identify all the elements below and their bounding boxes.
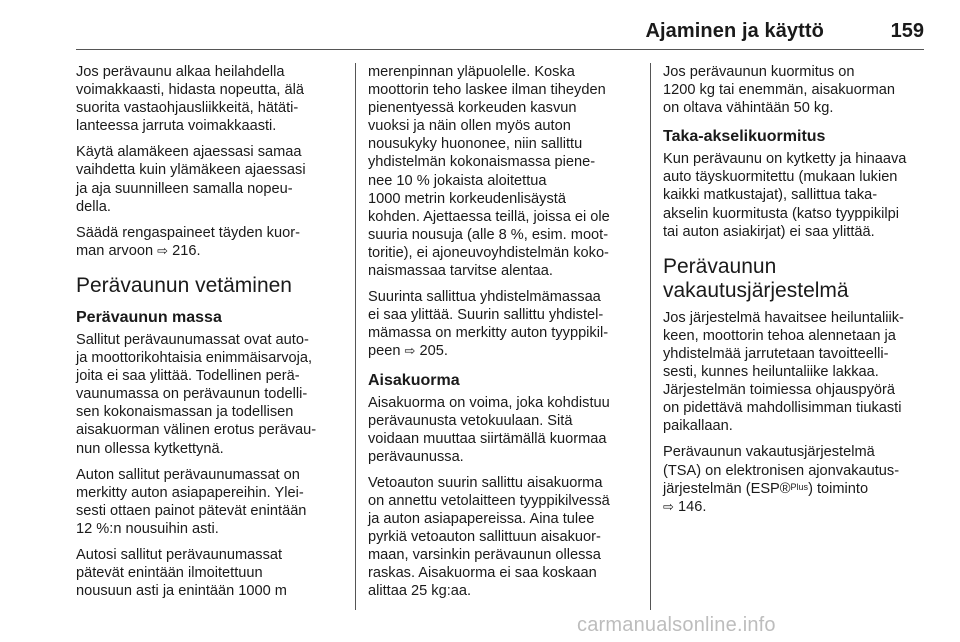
column-3 bbox=[663, 63, 933, 524]
paragraph: Vetoauton suurin sallittu aisakuorma on annettu vetolaitteen tyyppikilvessä ja auton asiapapereissa. Aina tulee pyrkiä vetoauton sallittuun aisakuor- maan, varsinkin perävaunun ollessa raskas. Aisakuorma ei saa koskaan alittaa 25 kg:aa. bbox=[368, 474, 610, 600]
column-2 bbox=[368, 63, 640, 609]
paragraph: Sallitut perävaunumassat ovat auto- ja moottorikohtaisia enimmäisarvoja, joita ei saa ylittää. Todellinen perä- vaunumassa on perävaunun todelli- sen kokonaismassan ja todellisen aisakuorman välinen erotus perävau- nun ollessa kytkettynä. bbox=[76, 331, 317, 457]
paragraph: Jos perävaunun kuormitus on 1200 kg tai enemmän, aisakuorman on oltava vähintään 50 kg. bbox=[663, 64, 896, 117]
chapter-title: Ajaminen ja käyttö bbox=[645, 20, 824, 42]
paragraph: Suurinta sallittua yhdistelmämassaa ei saa ylittää. Suurin sallittu yhdistel- mämassa on merkitty auton tyyppikil- peen ⇨ 205. bbox=[368, 289, 609, 360]
paragraph: Jos järjestelmä havaitsee heiluntaliik- keen, moottorin tehoa alennetaan ja yhdistelmää jarrutetaan tavoitteelli- sesti, kunnes heiluntaliike lakkaa. Järjestelmän toimiessa ohjauspyörä on pidettävä mahdollisimman tiukasti paikallaan. bbox=[663, 309, 904, 435]
paragraph: Aisakuorma on voima, joka kohdistuu perävaunusta vetokuulaan. Sitä voidaan muuttaa siirtämällä kuormaa perävaunussa. bbox=[368, 394, 610, 465]
page-reference[interactable]: 205. bbox=[419, 343, 448, 360]
arrow-reference-icon: ⇨ bbox=[663, 498, 674, 514]
page-reference[interactable]: 216. bbox=[172, 242, 201, 259]
column-divider bbox=[355, 63, 356, 610]
paragraph: Säädä rengaspaineet täyden kuor- man arvoon ⇨ 216. bbox=[76, 224, 300, 259]
paragraph: merenpinnan yläpuolelle. Koska moottorin teho laskee ilman tiheyden pienentyessä korkeuden kasvun vuoksi ja näin ollen myös auton nousukyky huononee, niin sallittu yhdistelmän kokonaismassa piene- nee 10 % jokaista aloitettua 1000 metrin korkeudenlisäystä kohden. Ajettaessa teillä, joissa ei ole suuria nousuja (alle 8 %, esim. moot- toritie), ei ajoneuvoyhdistelmän koko- naismassaa tarvitse alentaa. bbox=[368, 64, 610, 280]
section-heading: Perävaunun vetäminen bbox=[76, 273, 292, 297]
page-reference[interactable]: 146. bbox=[677, 498, 707, 515]
header-divider bbox=[76, 49, 924, 50]
paragraph: Käytä alamäkeen ajaessasi samaa vaihdetta kuin ylämäkeen ajaessasi ja aja suunnilleen samalla nopeu- della. bbox=[76, 144, 306, 215]
paragraph: Auton sallitut perävaunumassat on merkitty auton asiapapereihin. Ylei- sesti ottaen painot pätevät enintään 12 %:n nousuihin asti. bbox=[76, 466, 307, 537]
paragraph: Autosi sallitut perävaunumassat pätevät enintään ilmoitettuun nousuun asti ja enintään 1000 m bbox=[76, 546, 287, 600]
page-number: 159 bbox=[890, 20, 924, 42]
superscript: Plus bbox=[790, 481, 809, 492]
page-header bbox=[76, 20, 924, 50]
section-heading: Perävaunun vakautusjärjestelmä bbox=[663, 254, 849, 302]
arrow-reference-icon: ⇨ bbox=[157, 242, 169, 258]
paragraph: Perävaunun vakautusjärjestelmä (TSA) on elektronisen ajonvakautus- järjestelmän (ESP®$^{Plus}$) toiminto ⇨ 146. bbox=[663, 444, 900, 515]
paragraph: Kun perävaunu on kytketty ja hinaava auto täyskuormitettu (mukaan lukien kaikki matkustajat), sallittua taka- akselin kuormitusta (katso tyyppikilpi tai auton asiakirjat) ei saa ylittää. bbox=[663, 151, 907, 240]
paragraph: Jos perävaunu alkaa heilahdella voimakkaasti, hidasta nopeutta, älä suorita vastaohjausliikkeitä, hätäti- lanteessa jarruta voimakkaasti. bbox=[76, 64, 304, 135]
column-divider bbox=[650, 63, 651, 610]
subsection-heading: Taka-akselikuormitus bbox=[663, 128, 826, 146]
column-1 bbox=[76, 63, 346, 608]
subsection-heading: Aisakuorma bbox=[368, 371, 460, 389]
arrow-reference-icon: ⇨ bbox=[404, 343, 416, 359]
subsection-heading: Perävaunun massa bbox=[76, 308, 222, 326]
watermark: carmanualsonline.info bbox=[577, 614, 776, 636]
